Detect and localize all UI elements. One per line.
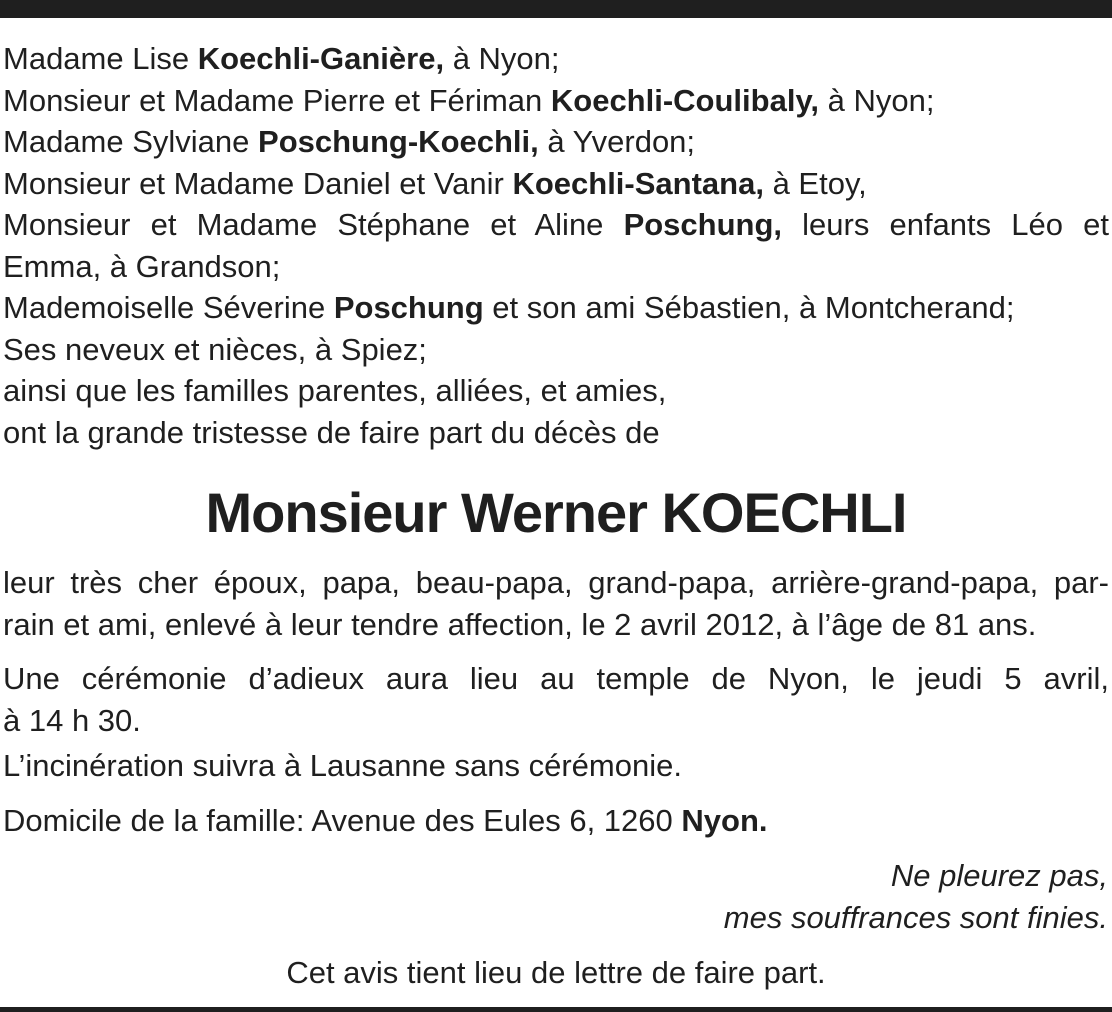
paragraph-line: Une cérémonie d’adieux aura lieu au temple de Nyon, le jeudi 5 avril, bbox=[3, 661, 1109, 696]
top-rule bbox=[0, 0, 1112, 18]
paragraph-line bbox=[3, 800, 1109, 842]
family-text: à Nyon; bbox=[819, 82, 935, 118]
address-city: Nyon. bbox=[681, 803, 768, 838]
family-line: ainsi que les familles parentes, alliées, et amies, bbox=[3, 373, 667, 408]
family-line bbox=[3, 163, 1109, 205]
family-text: Mademoiselle Séverine bbox=[3, 290, 334, 325]
family-text: Monsieur et Madame Stéphane et Aline bbox=[3, 207, 624, 242]
paragraph-line: rain et ami, enlevé à leur tendre affection, le 2 avril 2012, à l’âge de 81 ans. bbox=[3, 606, 1037, 642]
family-text: à Etoy, bbox=[763, 165, 867, 201]
family-text: Monsieur et Madame Pierre et Fériman bbox=[3, 82, 551, 118]
paragraph-line: à 14 h 30. bbox=[3, 702, 141, 738]
family-text: à Yverdon; bbox=[538, 124, 696, 159]
ceremony-paragraph bbox=[3, 658, 1109, 741]
deceased-name: Monsieur Werner KOECHLI bbox=[205, 481, 907, 544]
paragraph-line: leur très cher époux, papa, beau-papa, grand-papa, arrière-grand-papa, par- bbox=[3, 565, 1109, 600]
family-address-paragraph bbox=[3, 800, 1109, 842]
family-line: ont la grande tristesse de faire part du décès de bbox=[3, 414, 660, 450]
incineration-paragraph bbox=[3, 745, 1109, 787]
family-line: Emma, à Grandson; bbox=[3, 248, 281, 284]
family-line bbox=[3, 204, 1109, 246]
family-text: Madame Lise bbox=[3, 41, 198, 76]
family-line: Ses neveux et nièces, à Spiez; bbox=[3, 331, 427, 367]
family-line bbox=[3, 121, 1109, 163]
family-surname: Poschung bbox=[333, 290, 484, 325]
announcement-paragraph bbox=[3, 562, 1109, 645]
family-surname: Koechli-Santana, bbox=[512, 165, 764, 201]
family-text: à Nyon; bbox=[444, 41, 560, 76]
family-surname: Poschung, bbox=[623, 207, 783, 242]
family-surname: Poschung-Koechli, bbox=[258, 124, 539, 159]
quote bbox=[724, 855, 1108, 938]
quote-line: Ne pleurez pas, bbox=[890, 858, 1108, 893]
family-surname: Koechli-Ganière, bbox=[197, 41, 445, 76]
family-line bbox=[3, 38, 1109, 80]
family-text: leurs enfants Léo et bbox=[782, 207, 1109, 242]
family-text: Monsieur et Madame Daniel et Vanir bbox=[3, 165, 513, 201]
family-surname: Koechli-Coulibaly, bbox=[550, 82, 819, 118]
family-text: et son ami Sébastien, à Montcherand; bbox=[483, 290, 1015, 325]
closing-notice: Cet avis tient lieu de lettre de faire part. bbox=[286, 955, 826, 990]
family-line bbox=[3, 80, 1109, 122]
family-text: Madame Sylviane bbox=[3, 124, 259, 159]
family-line bbox=[3, 287, 1109, 329]
address-text: Domicile de la famille: Avenue des Eules 6, 1260 bbox=[3, 803, 682, 838]
family-list bbox=[3, 38, 1109, 453]
bottom-rule bbox=[0, 1007, 1112, 1012]
paragraph-line: L’incinération suivra à Lausanne sans cérémonie. bbox=[3, 748, 682, 783]
quote-line: mes souffrances sont finies. bbox=[723, 899, 1108, 935]
